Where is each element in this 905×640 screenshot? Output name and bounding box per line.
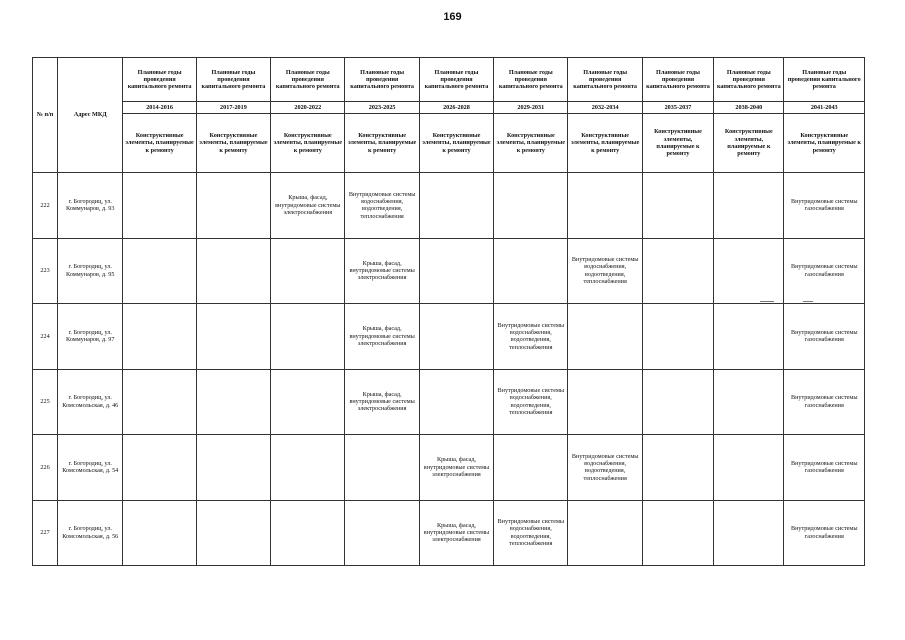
- elements-header: Конструктивные элементы, планируемые к ремонту: [271, 114, 345, 173]
- repair-cell: [419, 304, 493, 370]
- scan-mark: [803, 301, 813, 302]
- year-range-header: 2032-2034: [568, 102, 642, 114]
- elements-header: Конструктивные элементы, планируемые к ремонту: [494, 114, 568, 173]
- year-range-header: 2014-2016: [123, 102, 196, 114]
- plan-years-header: Плановые годы проведения капитального ремонта: [494, 58, 568, 102]
- scan-mark: [760, 301, 774, 302]
- year-range-header: 2017-2019: [196, 102, 270, 114]
- elements-header: Конструктивные элементы, планируемые к ремонту: [642, 114, 713, 173]
- year-range-header: 2026-2028: [419, 102, 493, 114]
- repair-cell: Внутридомовые системы газоснабжения: [784, 238, 865, 304]
- repair-cell: Внутридомовые системы водоснабжения, водоотведения, теплоснабжения: [494, 500, 568, 566]
- repair-cell: Внутридомовые системы водоснабжения, водоотведения, теплоснабжения: [568, 238, 642, 304]
- repair-cell: [271, 304, 345, 370]
- elements-header: Конструктивные элементы, планируемые к ремонту: [714, 114, 784, 173]
- repair-cell: [419, 369, 493, 435]
- repair-cell: [271, 238, 345, 304]
- address-cell: г. Богородиц, ул. Коммунаров, д. 95: [58, 238, 123, 304]
- year-range-header: 2020-2022: [271, 102, 345, 114]
- row-number: 227: [33, 500, 58, 566]
- page-number: 169: [443, 11, 462, 23]
- repair-cell: Крыша, фасад, внутридомовые системы электроснабжения: [271, 173, 345, 239]
- address-cell: г. Богородиц, ул. Коммунаров, д. 97: [58, 304, 123, 370]
- repair-cell: [196, 500, 270, 566]
- year-range-header: 2035-2037: [642, 102, 713, 114]
- table-header: [33, 58, 865, 173]
- elements-header: Конструктивные элементы, планируемые к ремонту: [123, 114, 196, 173]
- repair-cell: Внутридомовые системы водоснабжения, водоотведения, теплоснабжения: [494, 304, 568, 370]
- repair-cell: [714, 173, 784, 239]
- repair-cell: [196, 238, 270, 304]
- repair-cell: [123, 173, 196, 239]
- repair-cell: [568, 304, 642, 370]
- elements-header: Конструктивные элементы, планируемые к ремонту: [196, 114, 270, 173]
- plan-years-header: Плановые годы проведения капитального ремонта: [642, 58, 713, 102]
- repair-cell: Крыша, фасад, внутридомовые системы электроснабжения: [345, 238, 419, 304]
- num-column-header: № п/п: [33, 58, 58, 173]
- repair-cell: [642, 173, 713, 239]
- repair-cell: [642, 304, 713, 370]
- repair-cell: [714, 238, 784, 304]
- repair-cell: [714, 304, 784, 370]
- plan-years-header: Плановые годы проведения капитального ремонта: [419, 58, 493, 102]
- repair-cell: Внутридомовые системы водоснабжения, водоотведения, теплоснабжения: [345, 173, 419, 239]
- repair-cell: [345, 500, 419, 566]
- address-cell: г. Богородиц, ул. Комсомольская, д. 56: [58, 500, 123, 566]
- repair-cell: [642, 238, 713, 304]
- table-row: [33, 304, 865, 370]
- repair-cell: [714, 500, 784, 566]
- repair-cell: [419, 238, 493, 304]
- header-row-years: [33, 102, 865, 114]
- row-number: 226: [33, 435, 58, 501]
- repair-cell: Внутридомовые системы газоснабжения: [784, 435, 865, 501]
- repair-cell: [271, 435, 345, 501]
- row-number: 223: [33, 238, 58, 304]
- repair-cell: Внутридомовые системы газоснабжения: [784, 304, 865, 370]
- repair-cell: [714, 369, 784, 435]
- repair-cell: [642, 500, 713, 566]
- repair-cell: [196, 173, 270, 239]
- address-column-header: Адрес МКД: [58, 58, 123, 173]
- address-cell: г. Богородиц, ул. Комсомольская, д. 46: [58, 369, 123, 435]
- repair-cell: [196, 304, 270, 370]
- plan-years-header: Плановые годы проведения капитального ремонта: [714, 58, 784, 102]
- repair-cell: [494, 435, 568, 501]
- repair-cell: [568, 173, 642, 239]
- plan-years-header: Плановые годы проведения капитального ремонта: [345, 58, 419, 102]
- plan-years-header: Плановые годы проведения капитального ремонта: [568, 58, 642, 102]
- repair-cell: [345, 435, 419, 501]
- repair-cell: [494, 173, 568, 239]
- elements-header: Конструктивные элементы, планируемые к ремонту: [784, 114, 865, 173]
- repair-cell: Внутридомовые системы газоснабжения: [784, 173, 865, 239]
- repair-cell: [271, 369, 345, 435]
- repair-cell: Крыша, фасад, внутридомовые системы электроснабжения: [419, 435, 493, 501]
- repair-cell: [494, 238, 568, 304]
- repair-cell: Крыша, фасад, внутридомовые системы электроснабжения: [345, 369, 419, 435]
- table-body: [33, 173, 865, 566]
- table-row: [33, 500, 865, 566]
- row-number: 224: [33, 304, 58, 370]
- plan-years-header: Плановые годы проведения капитального ремонта: [271, 58, 345, 102]
- repair-cell: Внутридомовые системы газоснабжения: [784, 500, 865, 566]
- address-cell: г. Богородиц, ул. Комсомольская, д. 54: [58, 435, 123, 501]
- repair-cell: [568, 369, 642, 435]
- year-range-header: 2023-2025: [345, 102, 419, 114]
- year-range-header: 2029-2031: [494, 102, 568, 114]
- repair-cell: Внутридомовые системы водоснабжения, водоотведения, теплоснабжения: [494, 369, 568, 435]
- year-range-header: 2041-2043: [784, 102, 865, 114]
- plan-years-header: Плановые годы проведения капитального ремонта: [784, 58, 865, 102]
- repair-cell: Крыша, фасад, внутридомовые системы электроснабжения: [419, 500, 493, 566]
- capital-repair-plan-table: [32, 57, 865, 566]
- address-cell: г. Богородиц, ул. Коммунаров, д. 93: [58, 173, 123, 239]
- repair-cell: [123, 500, 196, 566]
- repair-cell: Внутридомовые системы газоснабжения: [784, 369, 865, 435]
- repair-cell: [642, 435, 713, 501]
- repair-cell: Крыша, фасад, внутридомовые системы электроснабжения: [345, 304, 419, 370]
- table-row: [33, 435, 865, 501]
- repair-cell: Внутридомовые системы водоснабжения, водоотведения, теплоснабжения: [568, 435, 642, 501]
- elements-header: Конструктивные элементы, планируемые к ремонту: [345, 114, 419, 173]
- plan-years-header: Плановые годы проведения капитального ремонта: [123, 58, 196, 102]
- repair-cell: [568, 500, 642, 566]
- repair-cell: [196, 369, 270, 435]
- repair-cell: [123, 304, 196, 370]
- repair-cell: [642, 369, 713, 435]
- elements-header: Конструктивные элементы, планируемые к ремонту: [568, 114, 642, 173]
- repair-cell: [123, 369, 196, 435]
- table-row: [33, 238, 865, 304]
- repair-cell: [123, 238, 196, 304]
- header-row-elements: [33, 114, 865, 173]
- row-number: 225: [33, 369, 58, 435]
- year-range-header: 2038-2040: [714, 102, 784, 114]
- table-row: [33, 173, 865, 239]
- plan-years-header: Плановые годы проведения капитального ремонта: [196, 58, 270, 102]
- elements-header: Конструктивные элементы, планируемые к ремонту: [419, 114, 493, 173]
- table-row: [33, 369, 865, 435]
- repair-cell: [123, 435, 196, 501]
- header-row-plan: [33, 58, 865, 102]
- repair-cell: [271, 500, 345, 566]
- repair-cell: [714, 435, 784, 501]
- repair-cell: [196, 435, 270, 501]
- row-number: 222: [33, 173, 58, 239]
- repair-cell: [419, 173, 493, 239]
